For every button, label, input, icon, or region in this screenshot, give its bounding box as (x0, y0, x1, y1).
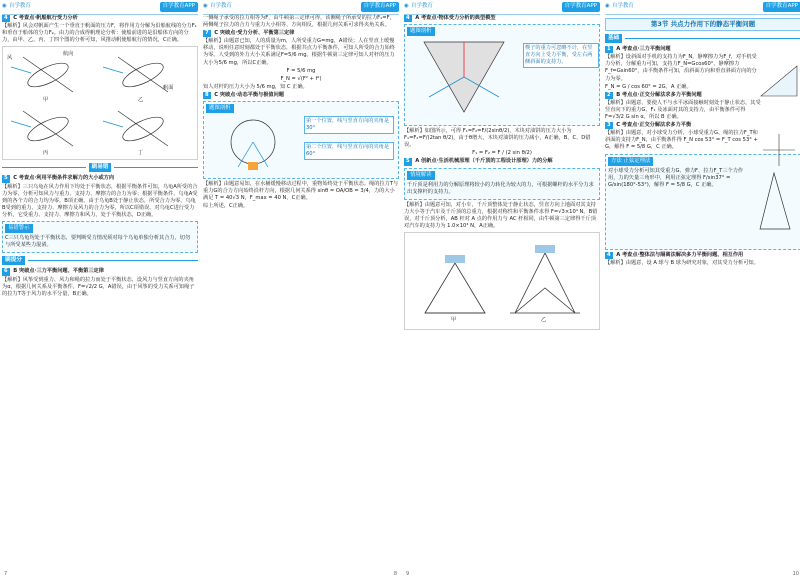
q8-final: 综上所述，C正确。 (203, 203, 249, 210)
jack-figure (404, 232, 600, 330)
jack-diagram (405, 233, 597, 329)
vector-triangle (752, 169, 796, 239)
app-badge: 自学教育APP (763, 2, 800, 11)
level-banner: 基础 (605, 34, 800, 43)
fig-label-bing: 丙 (43, 150, 49, 157)
logo-icon: ◉ (203, 3, 208, 10)
question-2: 2 B 考点点·正交分解法求多力平衡问题 (607, 91, 702, 98)
column-2 (203, 0, 399, 579)
column-4 (605, 0, 800, 579)
page-number: 9 (406, 570, 410, 577)
question-4c: 4 A 考查点·整体法与隔离法解决多力平衡问题、相互作用 (607, 251, 744, 258)
pulley-diagram (208, 112, 298, 172)
wedge-diagram (409, 37, 519, 117)
conclusion: 知人对杆的压力大小为 5/6 mg，知 C 正确。 (203, 83, 308, 90)
app-badge: 自学教育APP (361, 2, 399, 11)
fig-label-yi: 乙 (138, 97, 144, 104)
q4c-text: 【解析】由题意，设 A 球与 B 球为研究对象，对其受力分析可知。 (605, 259, 759, 266)
q8-text: 【解析】由题意易知，在水桶缓慢移动过程中，重物始终处于平衡状态。绳的拉力T与重力G的合力方向始终沿杆方向，根据几何关系得 sinθ = OA/OB = 3/4，力的大小满足 T = 40√3 N，F_max = 40 N，C正确。 (203, 181, 399, 202)
q4-text: 【解析】风会对帆面产生一个垂直于帆面的压力F，将作用力分解为沿船航线的分力F₁和垂直于船体的分力F₂。由力的合成得帆理论分析：使船前进的是沿船体方向的分力，由甲、乙、丙、丁四个图的分析可知，风推动帆使船航行的情况，C正确。 (2, 23, 197, 44)
logo: ◉ 自学教育 (203, 3, 232, 10)
logo-icon: ◉ (2, 3, 7, 10)
figure-sail (2, 46, 198, 160)
question-3: 3 C 考查点·正交分解法求多力平衡 (607, 122, 692, 129)
scene-box: 情境解读 千斤顶是利用力的分解原理将较小的力转化为较大的力，可根据螺杆的水平分力求出支撑杆的支持力。 (404, 168, 600, 200)
jack-label-yi: 乙 (541, 317, 547, 324)
section-score: 刷提分 (2, 256, 198, 265)
fig-word-heading: 航向 (63, 51, 74, 58)
wedge-note: 楔子的重力可忽略不计，在竖直方向上受力平衡，受左右两侧斜面的支持力。 (523, 43, 599, 68)
section-title: 第3节 共点力作用下的静态平衡问题 (605, 18, 800, 31)
skater-force-diagram (759, 130, 799, 170)
column-1 (2, 0, 198, 579)
formula-1: F = 5/6 mg (286, 67, 316, 74)
q7-text: 【解析】由题意已知，人的质量为m，人所受重力G=mg，A错误；人在竖直上缓慢移动，说明任意时刻都处于平衡状态，根据共点力平衡条件，可知人所受的合力始终为零。人受到的外力大小关系满足F=5/6 mg。根据牛顿第三定律可知人对杆的压力大小为5/6 mg，所以C正确。 (203, 38, 395, 66)
method-box: 方法 正弦定理法 对小球受力分析可知其受重力G、弹力F、拉力F_T三个力作用，力的矢量三角形中，利用正弦定理得 F/sin37° = G/sin(180°-53°)，解得 F = 5/8 G，C 正确。 (605, 154, 800, 250)
column-3 (404, 0, 600, 579)
page-number: 10 (792, 570, 799, 577)
q5b-text: 【解析】由题意可知，对小车，千斤顶整体处于静止状态，竖直方向上地面对其支持力大小等于汽车及千斤顶的总重力，根据对称性和平衡条件求得 F=√3×10⁴ N。B错误，对千斤顶分析，AB 杆对 A 点的作用力与 AC 杆相同，由牛顿第三定律得千斤顶对汽车的支持力为 1.0×10⁴ N，A正确。 (404, 201, 598, 230)
logo: ◉ 自学教育 (605, 3, 634, 10)
question-5b: 5 A 创新点·生活机械原理（千斤顶的工程设计原理）力的分解 (406, 158, 553, 165)
page-header (2, 0, 198, 15)
logo-icon: ◉ (605, 3, 610, 10)
fig-word-wind: 风 (7, 55, 13, 62)
q5-text: 【解析】三只乌龟在风力作用下均处于平衡状态，根据平衡条件可知，乌龟A所受的合力为零，分析可知风力与重力、支持力、摩擦力的合力为零；根据平衡条件，乌龟A受到的各个力的合力均为零，B项正确。由于乌龟B处于静止状态，所受合力为零，乌龟B受到的重力、支持力、摩擦力及风力的合力为零，所以C项错误。对乌龟C进行受力分析，它受重力、支持力、摩擦力和风力，处于平衡状态，D正确。 (2, 183, 198, 218)
page-header (203, 0, 399, 15)
q1-text: 【解析】设斜面对手机的支持力为F_N，静摩擦力为F_f，对手机受力分析，分解重力可知，支持力F_N=Gcos60°，静摩擦力F_f=Gsin60°，由平衡条件可知，沿斜面方向和垂直斜面方向的分力为零。 (605, 54, 757, 82)
question-5: 5 C 考查点·利用平衡条件求解力的大小或方向 (4, 175, 115, 182)
figure-analysis-box: 题图剖析 第一个位置，线与竖直方向的夹角是30° 第二个位置，线与竖直方向的夹角是60° (203, 101, 399, 179)
q3-text: 【解析】由题意，对小球受力分析，小球受重力G、绳的拉力F_T和斜面的支持力F_N，由平衡条件得 F_N cos 53° = F_T cos 53° + G，解得 F = 5/8 G，C 正确。 (605, 130, 758, 151)
fig-label-jia: 甲 (43, 97, 49, 104)
fig-note-1: 第一个位置，线与竖直方向的夹角是30° (304, 116, 394, 134)
logo: ◉ 自学教育 (2, 3, 31, 10)
page-number: 8 (393, 570, 397, 577)
q4b-text: 【解析】如图所示，可得 F₁=F₂=F/(2sinθ/2)，木块对油饼的压力大小为 F₁=F₂=F/(2tan θ/2)，由于θ增大，木块对油饼的压力减小，A正确，B、C、D错误。 (404, 128, 591, 149)
sail-diagram (3, 47, 195, 159)
jack-label-jia: 甲 (451, 317, 457, 324)
question-4: 4 C 考查点·帆船航行受力分析 (4, 15, 78, 21)
question-6: 6 B 突破点·三力平衡问题、平衡第三定律 (4, 268, 104, 275)
tip-box: 易错警示 C三只乌龟均处于平衡状态，要判断受力情况须对每个乌龟单独分析其合力，切勿与所受某些力混淆。 (2, 221, 198, 253)
question-7: 7 C 突破点·受力分析、平衡第三定律 (205, 30, 295, 37)
intro-text: 一侧绳子承受的拉力相等为F，由牛顿第三定律可得，该侧绳子所承受的拉力F₁=F，两侧绳子拉力的合力与重力大小相等、方向相反，根据几何关系可求得夹角关系。 (203, 15, 395, 29)
app-badge: 自学教育APP (562, 2, 600, 11)
page-header (404, 0, 600, 15)
logo: ◉ 自学教育 (404, 3, 433, 10)
page-number: 7 (4, 570, 8, 577)
phone-incline-diagram (759, 58, 799, 98)
question-1: 1 A 考查点·三力平衡问题 (607, 46, 671, 53)
app-badge: 自学教育APP (160, 2, 198, 11)
question-8: 8 C 突破点·动态平衡与极值问题 (205, 91, 284, 98)
q6-text: 【解析】风筝受到重力、风力和绳的拉力而处于平衡状态，设风力与竖直方向的夹角为α，根据几何关系及平衡条件，F=√2/2 G，A错误，由于风筝的受力关系可知绳子的拉力T等于风力的水平分量，B正确。 (2, 276, 195, 297)
fig-note-2: 第二个位置，线与竖直方向的夹角是60° (304, 142, 394, 160)
q1-formula: F_N = G / cos 60° = 2G，A 正确。 (605, 83, 692, 90)
q2-text: 【解析】由题意，要使人不与水平冰面接触时刻处于静止状态，其受竖直向下的重力G、F₁ 及冰面对其的支持力，由平衡条件可得 F=√3/2 G sin α，所以 B 正确。 (605, 99, 761, 121)
question-4b: 4 A 考查点·物体受力分析的典型模型 (406, 15, 496, 21)
wedge-figure-box: 题图剖析 楔子的重力可忽略不计，在竖直方向上受力平衡，受左右两侧斜面的支持力。 (404, 24, 600, 126)
fig-word-sail: 帆面 (163, 85, 174, 92)
q4b-formula: F₁ = F₂ = F / (2 sin θ/2) (472, 150, 532, 157)
formula-2: F_N = √(F² + f²) (280, 75, 322, 82)
logo-icon: ◉ (404, 3, 409, 10)
section-easy-mistake: 刷易错 (2, 163, 198, 172)
page-header (605, 0, 800, 15)
fig-label-ding: 丁 (138, 150, 144, 157)
